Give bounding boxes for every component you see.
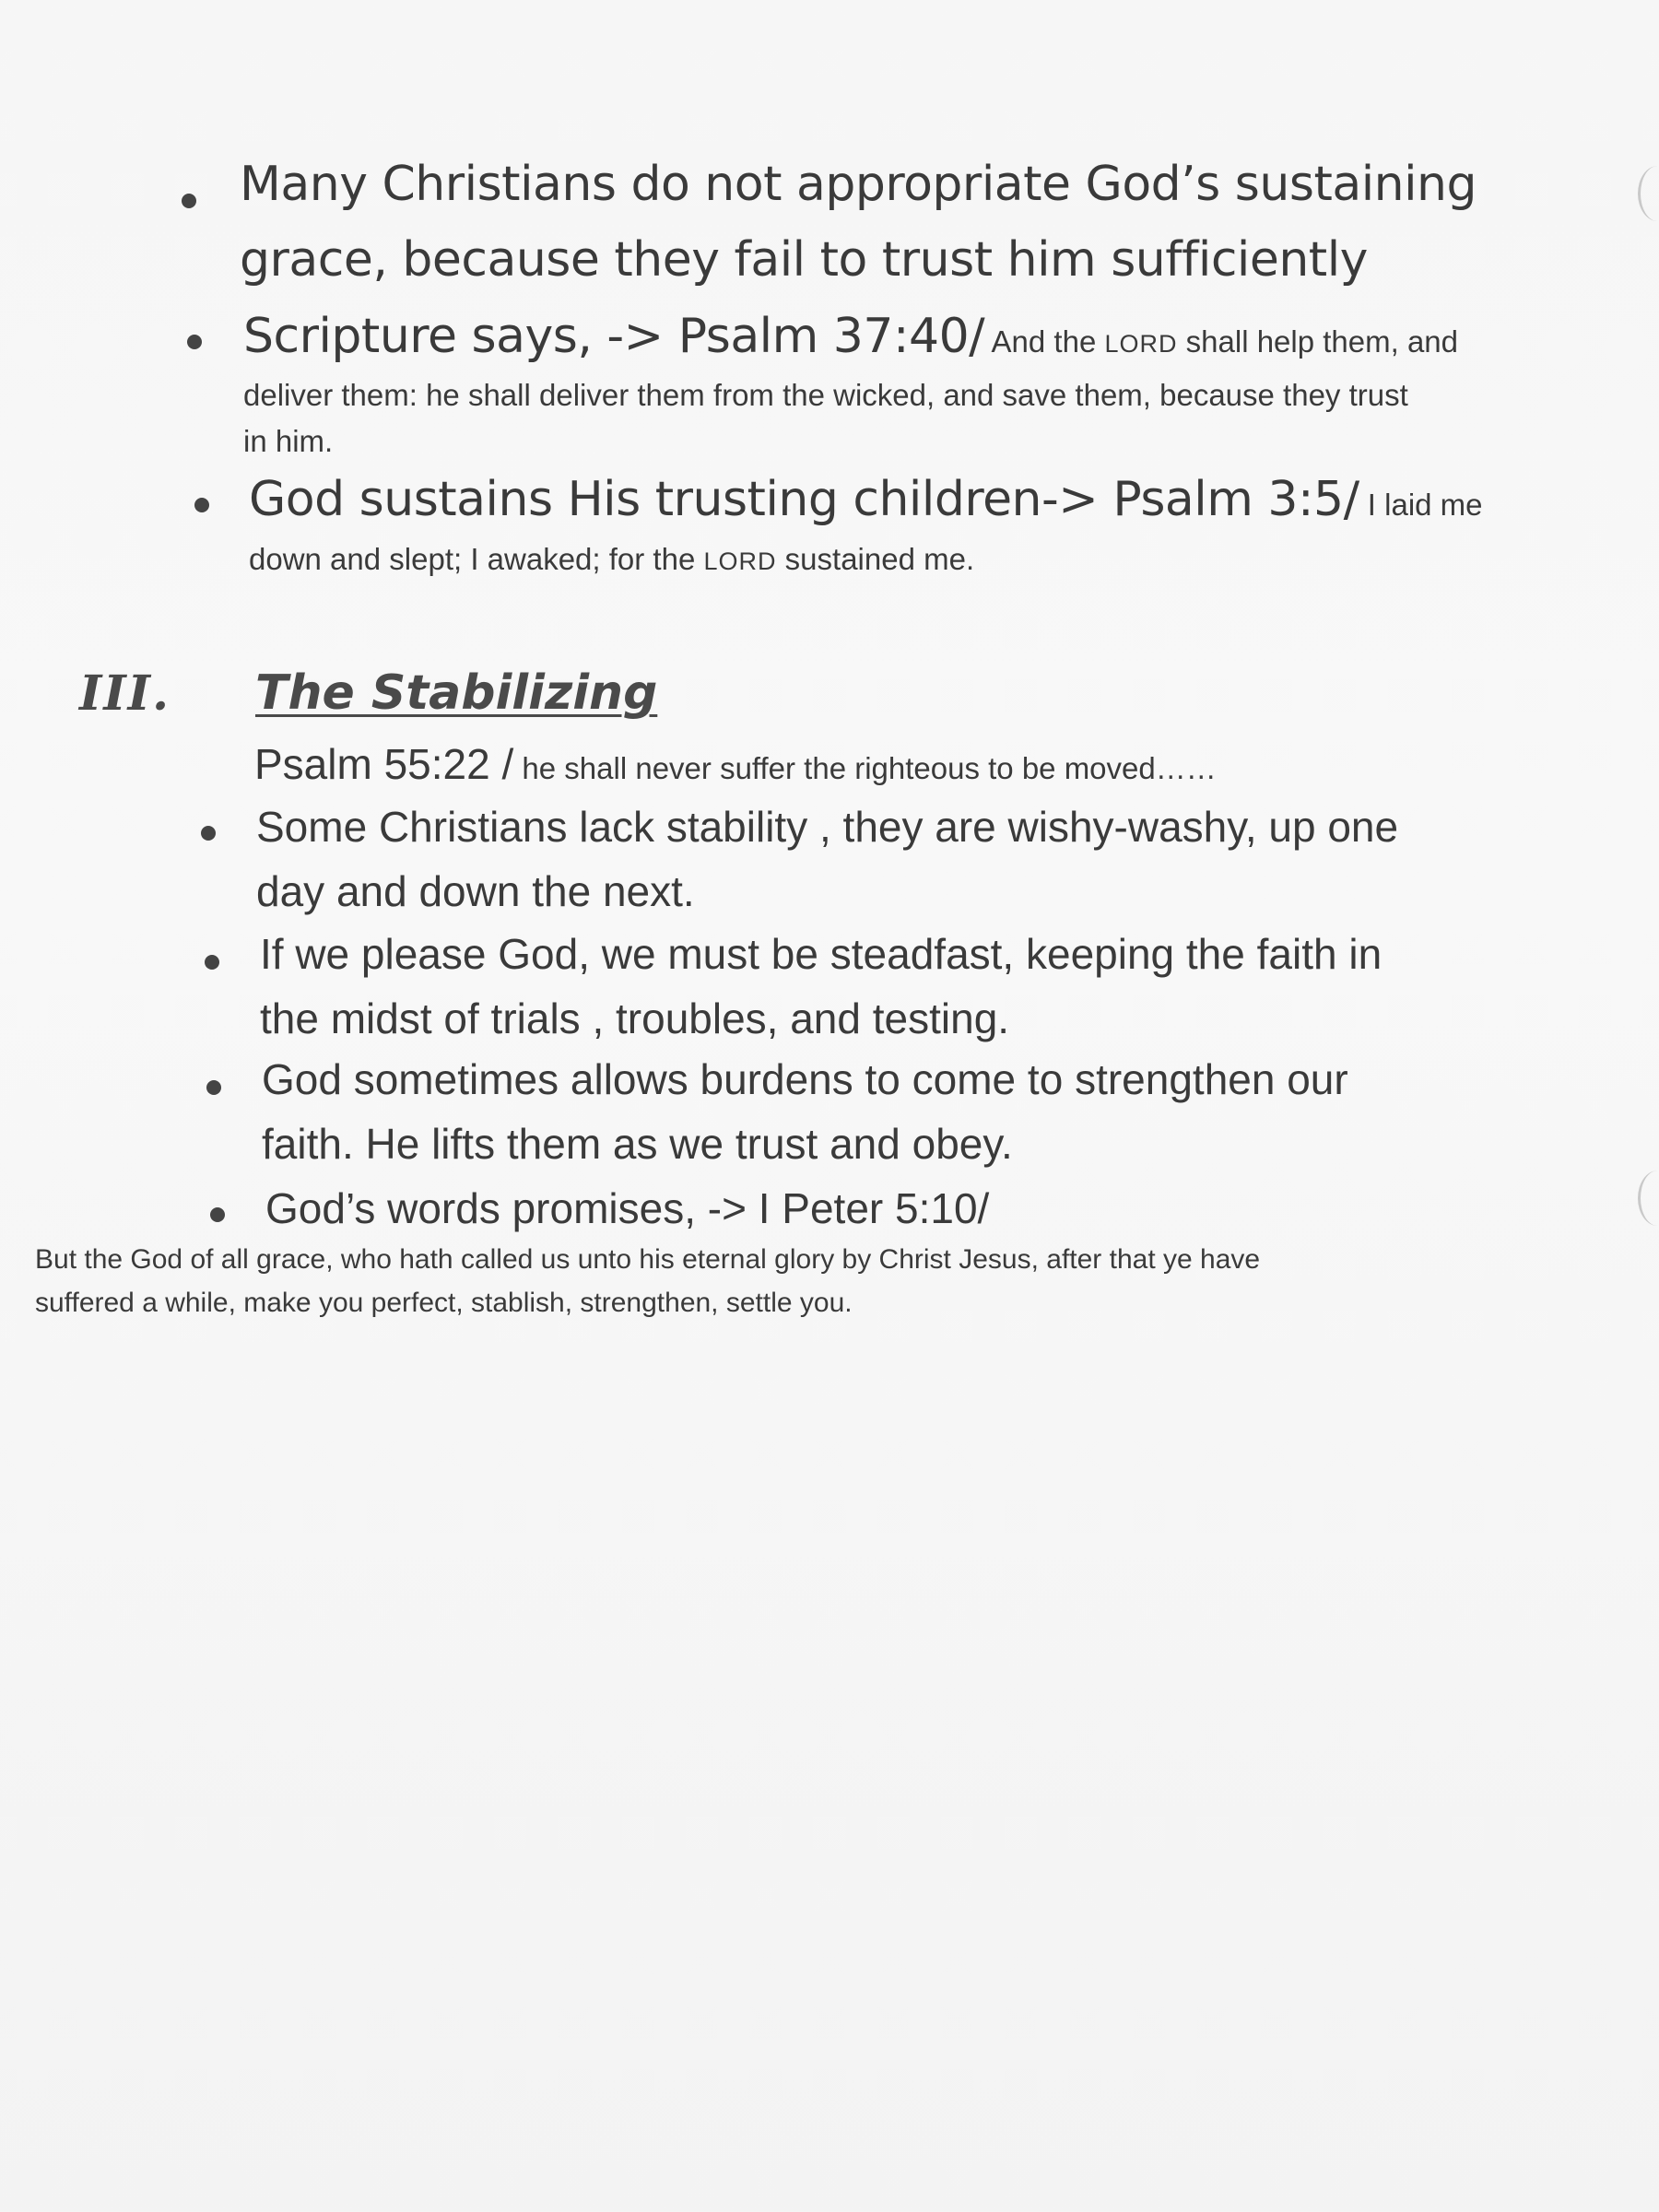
- verse-text-line: [249, 542, 974, 577]
- bullet-point: [201, 826, 216, 841]
- scripture-lead: God sustains His trusting children-> Psalm 3:5/: [249, 472, 1359, 527]
- bullet-text-line: the midst of trials , troubles, and testing.: [260, 994, 1010, 1042]
- bullet-text-line: If we please God, we must be steadfast, keeping the faith in: [260, 930, 1382, 978]
- verse-lord: LORD: [1104, 330, 1178, 358]
- bullet-text-line: God sometimes allows burdens to come to strengthen our: [262, 1055, 1348, 1103]
- section-reference-line: [254, 739, 1217, 789]
- bullet-point: [206, 1080, 221, 1095]
- verse-text: shall help them, and: [1177, 324, 1459, 359]
- binder-hole-mark: [1638, 166, 1659, 221]
- closing-verse-line: suffered a while, make you perfect, stablish, strengthen, settle you.: [35, 1288, 853, 1318]
- bullet-point: [187, 335, 202, 349]
- verse-text: sustained me.: [776, 542, 975, 576]
- binder-hole-mark: [1638, 1171, 1659, 1226]
- section-numeral: III.: [79, 665, 171, 722]
- verse-text: he shall never suffer the righteous to be moved……: [513, 751, 1217, 785]
- bullet-text-line: day and down the next.: [256, 867, 695, 915]
- verse-text: I laid me: [1359, 488, 1483, 522]
- bullet-point: [182, 194, 196, 208]
- verse-text-line: deliver them: he shall deliver them from the wicked, and save them, because they trust: [243, 378, 1408, 412]
- scripture-lead: Scripture says, -> Psalm 37:40/: [243, 309, 985, 364]
- bullet-text-line: Many Christians do not appropriate God’s sustaining: [240, 157, 1477, 212]
- bullet-point: [194, 498, 209, 512]
- bullet-point: [210, 1207, 225, 1222]
- verse-text: down and slept; I awaked; for the: [249, 542, 704, 576]
- verse-text: And the: [984, 324, 1105, 359]
- bullet-text-line: [243, 309, 1458, 364]
- bullet-text-line: [249, 472, 1483, 527]
- bullet-text-line: grace, because they fail to trust him sufficiently: [240, 232, 1368, 288]
- bullet-text-line: faith. He lifts them as we trust and obey.: [262, 1120, 1013, 1168]
- bullet-point: [205, 955, 219, 970]
- closing-verse-line: But the God of all grace, who hath called us unto his eternal glory by Christ Jesus, after that ye have: [35, 1244, 1261, 1275]
- bullet-text-line: God’s words promises, -> I Peter 5:10/: [265, 1184, 990, 1232]
- section-heading: The Stabilizing: [255, 665, 658, 721]
- verse-text-line: in him.: [243, 424, 334, 458]
- bullet-text-line: Some Christians lack stability , they are wishy-washy, up one: [256, 803, 1399, 851]
- scripture-reference: Psalm 55:22 /: [254, 740, 514, 788]
- verse-lord: LORD: [703, 547, 777, 575]
